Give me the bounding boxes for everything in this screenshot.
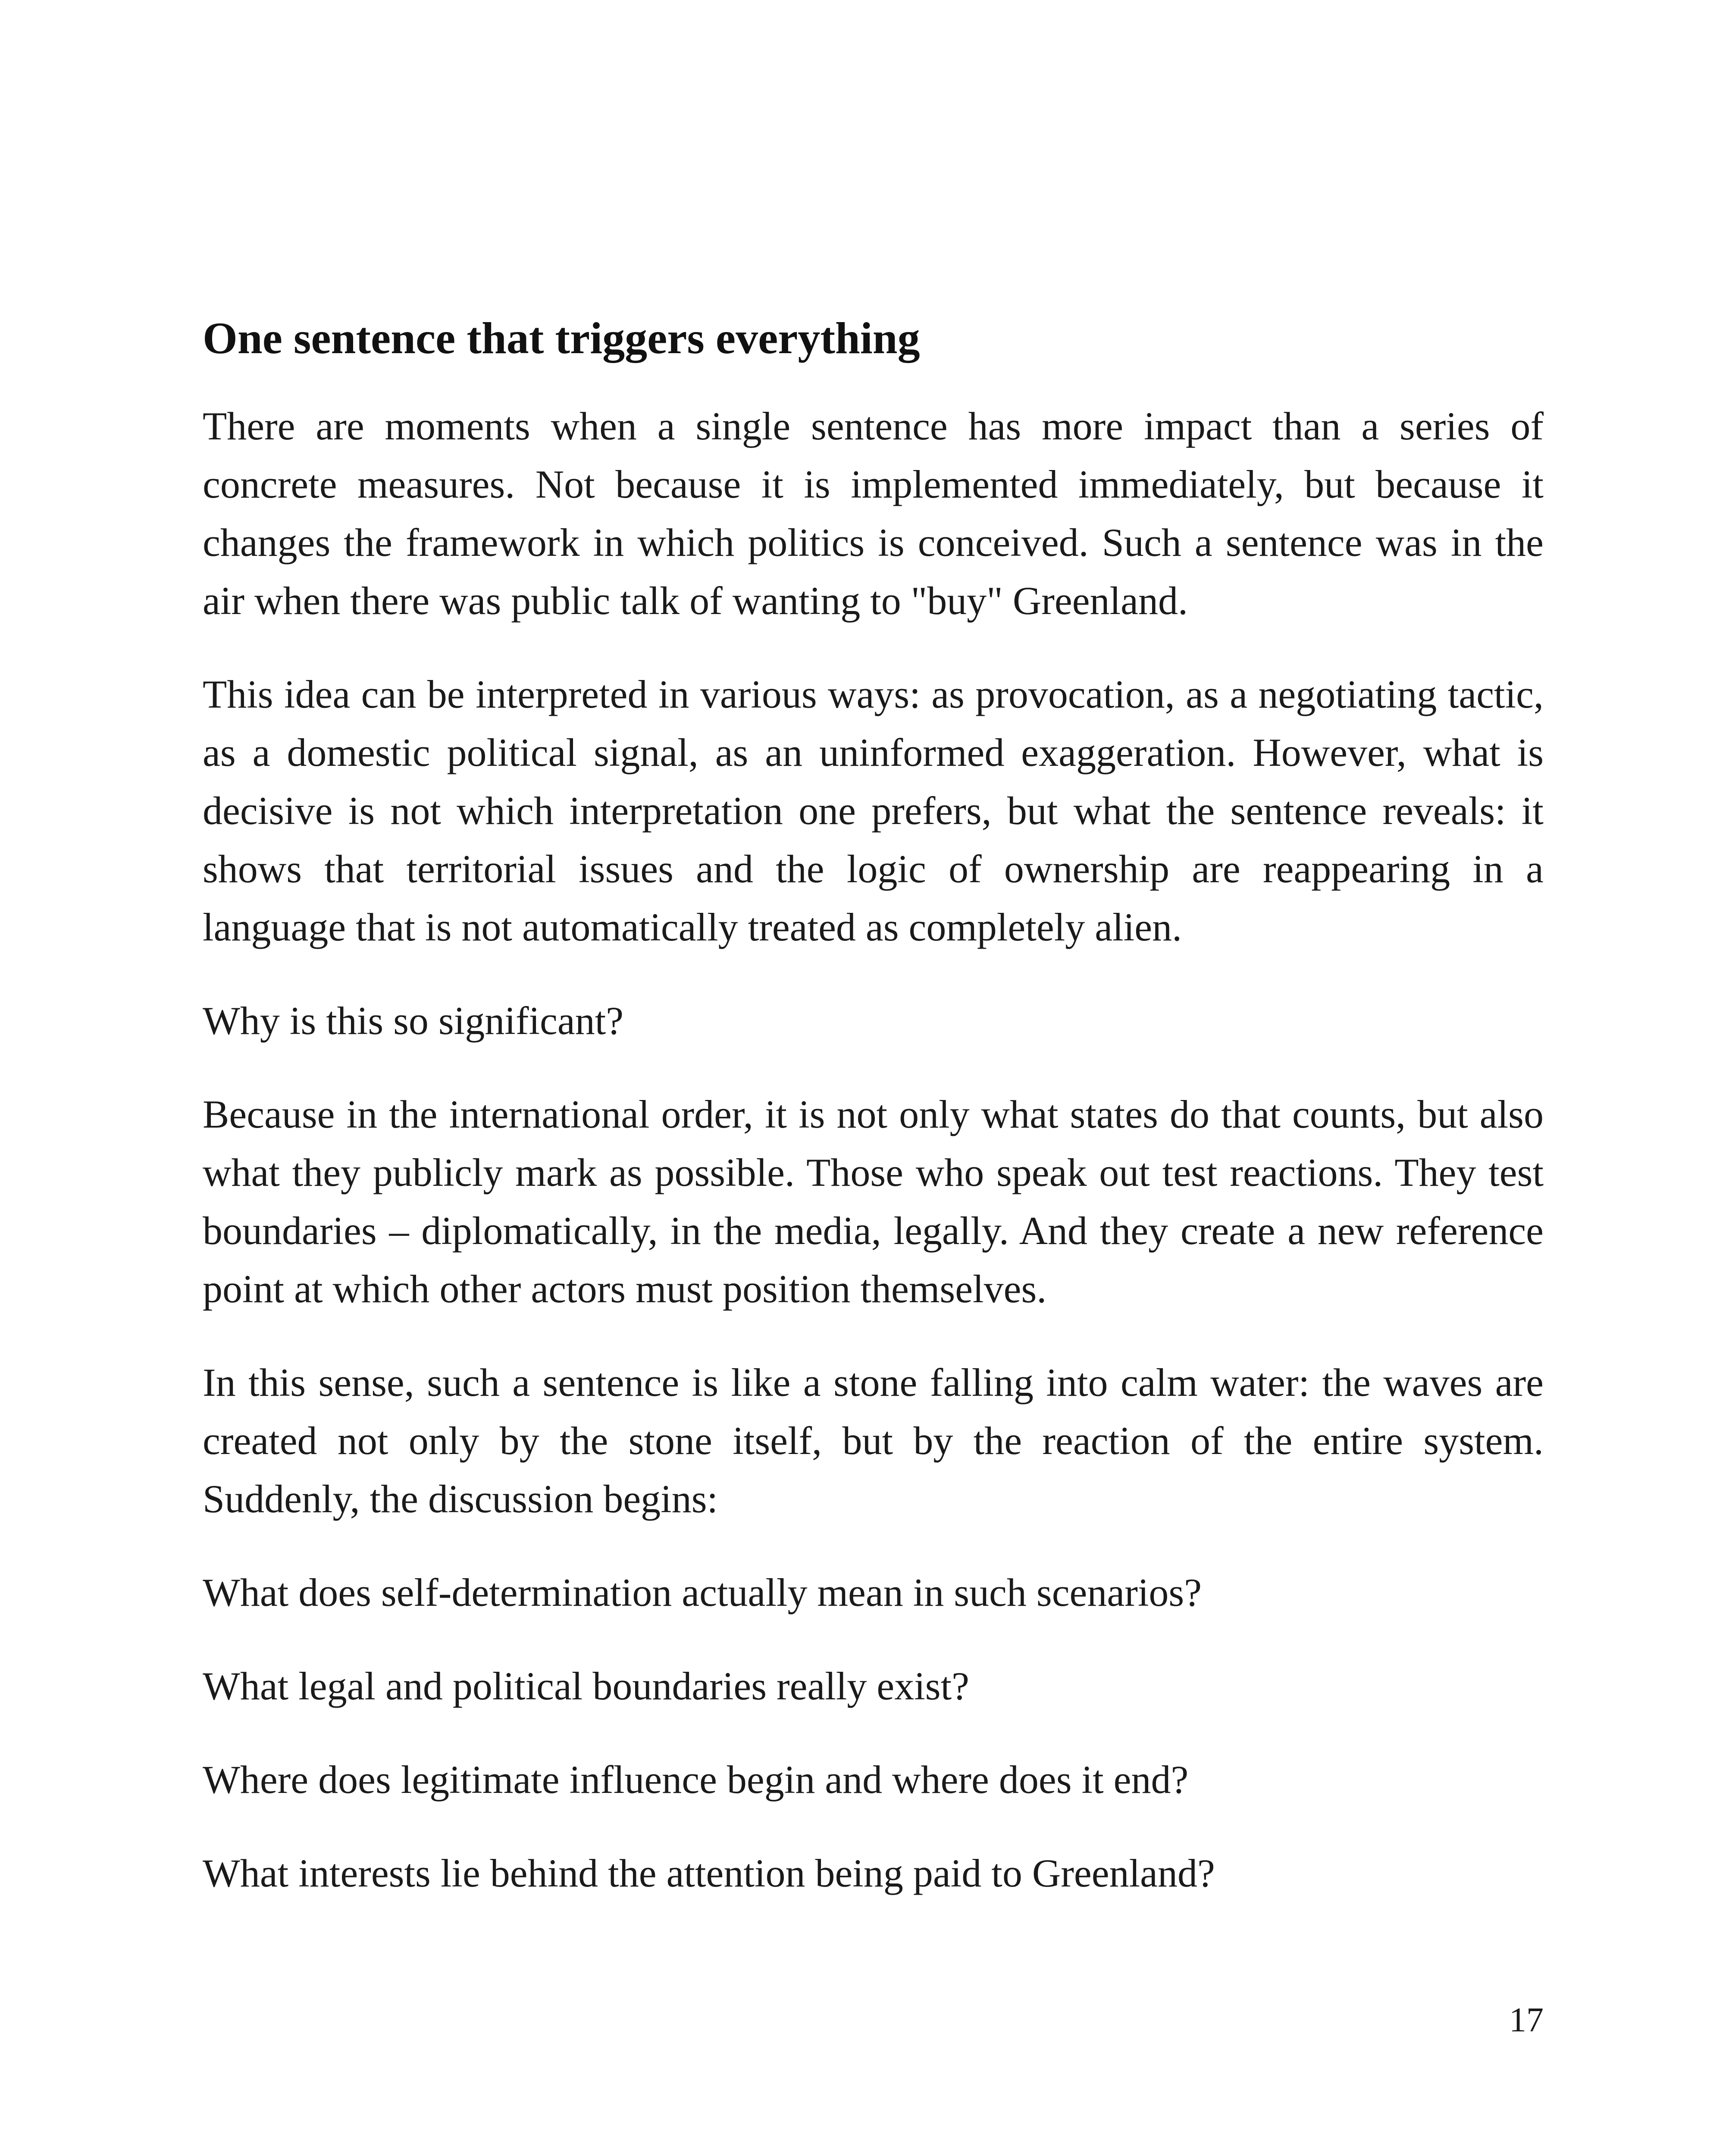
page-number: 17 <box>1509 2001 1544 2039</box>
paragraph-5: In this sense, such a sentence is like a stone falling into calm water: the waves are created not only by the stone itself, but by the reaction of the entire system. Suddenly, the discussion begins: <box>203 1360 1544 1521</box>
question-1: What does self-determination actually mean in such scenarios? <box>203 1570 1202 1614</box>
paragraph-2: This idea can be interpreted in various ways: as provocation, as a negotiating tactic, as a domestic political signal, as an uninformed exaggeration. However, what is decisive is not which interpretation one prefers, but what the sentence reveals: it shows that territorial issues and the logic of ownership are reappearing in a language that is not automatically treated as completely alien. <box>203 672 1544 949</box>
paragraph-1: There are moments when a single sentence has more impact than a series of concrete measures. Not because it is implemented immediately, but because it changes the framework in which politics is conceived. Such a sentence was in the air when there was public talk of wanting to "buy" Greenland. <box>203 404 1544 623</box>
question-4: What interests lie behind the attention being paid to Greenland? <box>203 1851 1215 1895</box>
question-2: What legal and political boundaries really exist? <box>203 1664 970 1708</box>
paragraph-3: Why is this so significant? <box>203 999 624 1043</box>
page-content <box>203 308 1544 1938</box>
section-heading: One sentence that triggers everything <box>203 313 920 363</box>
question-3: Where does legitimate influence begin and where does it end? <box>203 1758 1189 1802</box>
paragraph-4: Because in the international order, it is not only what states do that counts, but also what they publicly mark as possible. Those who speak out test reactions. They test boundaries – diplomatically, in the media, legally. And they create a new reference point at which other actors must position themselves. <box>203 1092 1544 1311</box>
